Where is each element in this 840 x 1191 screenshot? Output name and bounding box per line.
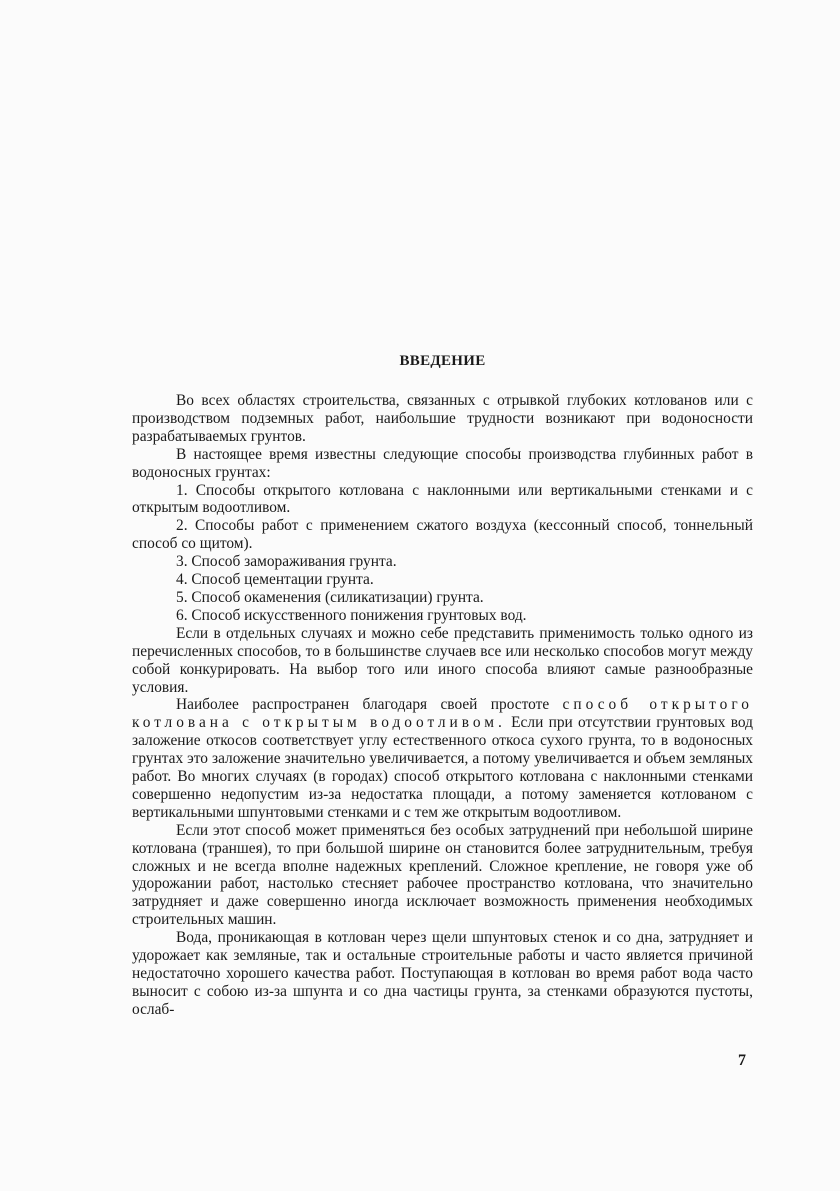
paragraph-4-emphasis: способ открытого котлована с открытым водоотливом. bbox=[132, 696, 753, 732]
paragraph-2: В настоящее время известны следующие способы производства глубинных работ в водоносных грунтах: bbox=[132, 445, 753, 481]
list-item-2: 2. Способы работ с применением сжатого воздуха (кессонный способ, тоннельный способ со щитом). bbox=[132, 517, 753, 553]
paragraph-4-start: Наиболее распространен благодаря своей простоте bbox=[176, 696, 563, 714]
paragraph-1: Во всех областях строительства, связанных с отрывкой глубоких котлованов или с производством подземных работ, наибольшие трудности возникают при водоносности разрабатываемых грунтов. bbox=[132, 392, 753, 445]
list-item-5: 5. Способ окаменения (силикатизации) грунта. bbox=[176, 588, 484, 606]
paragraph-4-end: Если при отсутствии грунтовых вод заложение откосов соответствует углу естественного откоса сухого грунта, то в водоносных грунтах это заложение значительно увеличивается, а потому увеличивается и объем земляных работ. Во многих случаях (в городах) способ открытого котлована с наклонными стенками совершенно недопустим из-за недостатка площади, а потому заменяется котлованом с вертикальными шпунтовыми стенками и с тем же открытым водоотливом. bbox=[132, 714, 753, 821]
page-heading: ВВЕДЕНИЕ bbox=[399, 353, 486, 369]
paragraph-3: Если в отдельных случаях и можно себе представить применимость только одного из перечисленных способов, то в большинстве случаев все или несколько способов могут между собой конкурировать. На выбор того или иного способа влияют самые разнообразные условия. bbox=[132, 624, 753, 696]
list-item-4: 4. Способ цементации грунта. bbox=[176, 571, 374, 589]
list-item-1: 1. Способы открытого котлована с наклонными или вертикальными стенками и с открытым водоотливом. bbox=[132, 481, 753, 517]
list-item-6: 6. Способ искусственного понижения грунтовых вод. bbox=[176, 606, 527, 624]
paragraph-4 bbox=[132, 696, 753, 821]
paragraph-6: Вода, проникающая в котлован через щели шпунтовых стенок и со дна, затрудняет и удорожает как земляные, так и остальные строительные работы и часто является причиной недостаточно хорошего качества работ. Поступающая в котлован во время работ вода часто выносит с собою из-за шпунта и со дна частицы грунта, за стенками образуются пустоты, ослаб- bbox=[132, 929, 753, 1018]
paragraph-5: Если этот способ может применяться без особых затруднений при небольшой ширине котлована (траншея), то при большой ширине он становится более затруднительным, требуя сложных и не всегда вполне надежных креплений. Сложное крепление, не говоря уже об удорожании работ, настолько стесняет рабочее пространство котлована, что значительно затрудняет и даже совершенно иногда исключает возможность применения необходимых строительных машин. bbox=[132, 821, 753, 929]
page-number: 7 bbox=[738, 1052, 746, 1069]
list-item-3: 3. Способ замораживания грунта. bbox=[176, 553, 397, 571]
text-block bbox=[132, 350, 753, 1019]
